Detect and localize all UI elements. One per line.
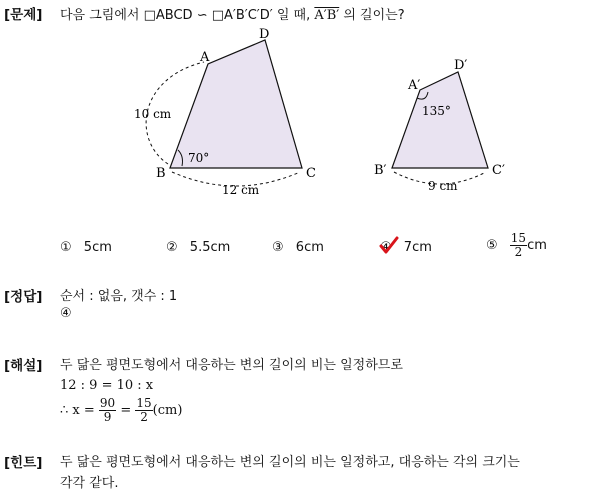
segment-ab-prime: A′B′ (314, 8, 340, 23)
side-bc-length: 12 cm (222, 183, 260, 197)
explanation-therefore: ∴ x = (60, 403, 95, 418)
choice-5-frac-den: 2 (514, 245, 523, 259)
explanation-line1: 두 닮은 평면도형에서 대응하는 변의 길이의 비는 일정하므로 (60, 358, 403, 373)
choice-4-text: 7cm (403, 240, 432, 255)
hint-line1: 두 닮은 평면도형에서 대응하는 변의 길이의 비는 일정하고, 대응하는 각의 크기는 (60, 455, 520, 470)
question-prefix: 다음 그림에서 □ABCD ∽ □A′B′C′D′ 일 때, (60, 8, 315, 23)
hint-line2: 각각 같다. (60, 476, 119, 491)
choice-3-text: 6cm (295, 240, 324, 255)
quad-abcd-prime (392, 72, 488, 168)
label-c: C (306, 166, 316, 181)
answer-line2: ④ (60, 306, 72, 321)
answer-tag: [정답] (4, 289, 43, 305)
explanation-frac1-num: 90 (99, 396, 116, 410)
checkmark-icon (378, 236, 400, 256)
choice-1[interactable] (60, 240, 112, 255)
answer-line1: 순서 : 없음, 갯수 : 1 (60, 289, 178, 304)
label-c-prime: C′ (492, 163, 505, 178)
explanation-line2: 12 : 9 = 10 : x (60, 378, 154, 393)
choice-2[interactable] (166, 240, 230, 255)
angle-a-prime-value: 135° (422, 104, 451, 118)
choice-5[interactable] (486, 232, 547, 259)
choice-3[interactable] (272, 240, 324, 255)
explanation-frac1 (99, 397, 116, 424)
choice-5-fraction (510, 232, 527, 259)
angle-b-value: 70° (188, 151, 210, 165)
explanation-tag: [해설] (4, 358, 43, 374)
choice-2-text: 5.5cm (189, 240, 231, 255)
quad-abcd (170, 40, 302, 168)
explanation-frac2-den: 2 (140, 410, 148, 424)
explanation-frac2 (135, 397, 152, 424)
label-b-prime: B′ (374, 163, 387, 178)
hint-tag: [힌트] (4, 455, 43, 471)
question-tag: [문제] (4, 7, 43, 23)
explanation-frac2-num: 15 (136, 396, 152, 410)
label-b: B (156, 166, 166, 181)
side-ab-length: 10 cm (134, 107, 172, 121)
choice-4-num: ④ (380, 240, 392, 255)
label-d-prime: D′ (454, 58, 468, 73)
explanation-equals: = (120, 403, 132, 418)
choice-5-unit: cm (527, 238, 547, 253)
choice-3-num: ③ (272, 240, 284, 255)
side-bc-prime-length: 9 cm (428, 179, 458, 193)
choice-5-frac-num: 15 (510, 231, 527, 245)
explanation-frac1-den: 9 (103, 410, 112, 424)
label-a-prime: A′ (408, 78, 421, 93)
figures-svg (0, 0, 591, 210)
choice-4[interactable] (380, 240, 432, 255)
choice-5-num: ⑤ (486, 238, 498, 253)
explanation-line3 (60, 397, 182, 424)
choice-1-text: 5cm (83, 240, 112, 255)
explanation-unit: (cm) (152, 403, 183, 418)
question-suffix: 의 길이는? (339, 8, 405, 23)
label-a: A (200, 50, 210, 65)
label-d: D (259, 27, 270, 42)
choice-2-num: ② (166, 240, 178, 255)
choice-1-num: ① (60, 240, 72, 255)
